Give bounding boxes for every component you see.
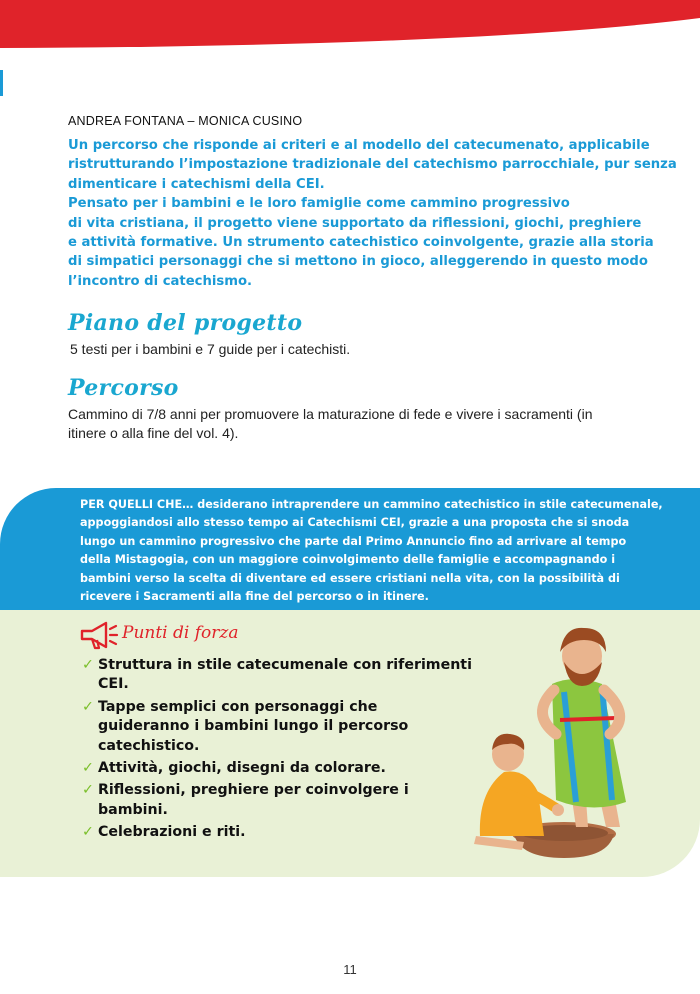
check-icon: ✓ xyxy=(82,698,94,715)
foot-washing-illustration xyxy=(464,622,660,862)
intro-line: l’incontro di catechismo. xyxy=(68,273,253,289)
left-edge-marker xyxy=(0,70,3,96)
list-item-text: Attività, giochi, disegni da colorare. xyxy=(98,760,386,777)
intro-line: Un percorso che risponde ai criteri e al modello del catecumenato, applicabile xyxy=(68,138,650,153)
list-item-text: Tappe semplici con personaggi che xyxy=(98,698,378,715)
for-those-line: appoggiandosi allo stesso tempo ai Catechismi CEI, grazie a una proposta che si snoda xyxy=(80,516,630,530)
intro-line: di simpatici personaggi che si mettono in gioco, alleggerendo in questo modo xyxy=(68,254,648,270)
list-item xyxy=(82,823,432,842)
check-icon: ✓ xyxy=(82,760,94,777)
strengths-title: Punti di forza xyxy=(122,623,239,643)
list-item-text: Riflessioni, preghiere per coinvolgere i xyxy=(98,782,409,799)
megaphone-icon xyxy=(78,620,122,650)
for-those-line: bambini verso la scelta di diventare ed essere cristiani nella vita, con la possibilità di xyxy=(80,571,620,585)
intro-line: e attività formative. Un strumento catechistico coinvolgente, grazie alla storia xyxy=(68,235,654,251)
list-item-text: Celebrazioni e riti. xyxy=(98,824,246,841)
plan-text: 5 testi per i bambini e 7 guide per i catechisti. xyxy=(70,341,351,357)
check-icon: ✓ xyxy=(82,782,94,799)
list-item-text: guideranno i bambini lungo il percorso xyxy=(98,718,409,735)
check-icon: ✓ xyxy=(82,657,94,673)
list-item xyxy=(82,698,432,756)
course-text: Cammino di 7/8 anni per promuovere la maturazione di fede e vivere i sacramenti (in itinere o alla fine del vol. 4). xyxy=(68,406,593,441)
for-those-text xyxy=(80,496,663,606)
list-item xyxy=(82,656,472,695)
check-icon: ✓ xyxy=(82,824,94,841)
plan-title: Piano del progetto xyxy=(68,310,303,336)
list-item-text: bambini. xyxy=(98,801,168,818)
for-those-line: della Mistagogia, con un maggiore coinvolgimento delle famiglie e accompagnando i xyxy=(80,553,616,567)
for-those-line: lungo un cammino progressivo che parte dal Primo Annuncio fino ad arrivare al tempo xyxy=(80,534,627,548)
intro-paragraph xyxy=(68,136,677,291)
authors: ANDREA FONTANA – MONICA CUSINO xyxy=(68,114,303,128)
list-item xyxy=(82,759,432,778)
course-title: Percorso xyxy=(68,375,179,401)
for-those-line: PER QUELLI CHE… desiderano intraprendere un cammino catechistico in stile catecumenale, xyxy=(80,498,663,511)
strengths-list xyxy=(82,656,472,846)
page-number: 11 xyxy=(343,962,357,977)
intro-line: ristrutturando l’impostazione tradizionale del catechismo parrocchiale, pur senza xyxy=(68,157,677,173)
intro-line: dimenticare i catechismi della CEI. xyxy=(68,176,325,192)
list-item-text: Struttura in stile catecumenale con riferimenti xyxy=(98,657,472,673)
intro-line: Pensato per i bambini e le loro famiglie come cammino progressivo xyxy=(68,196,570,212)
for-those-line: ricevere i Sacramenti alla fine del percorso o in itinere. xyxy=(80,590,429,604)
list-item-text: CEI. xyxy=(98,676,129,693)
top-red-band xyxy=(0,0,700,60)
intro-line: di vita cristiana, il progetto viene supportato da riflessioni, giochi, preghiere xyxy=(68,215,642,231)
list-item-text: catechistico. xyxy=(98,737,200,754)
list-item xyxy=(82,781,432,820)
